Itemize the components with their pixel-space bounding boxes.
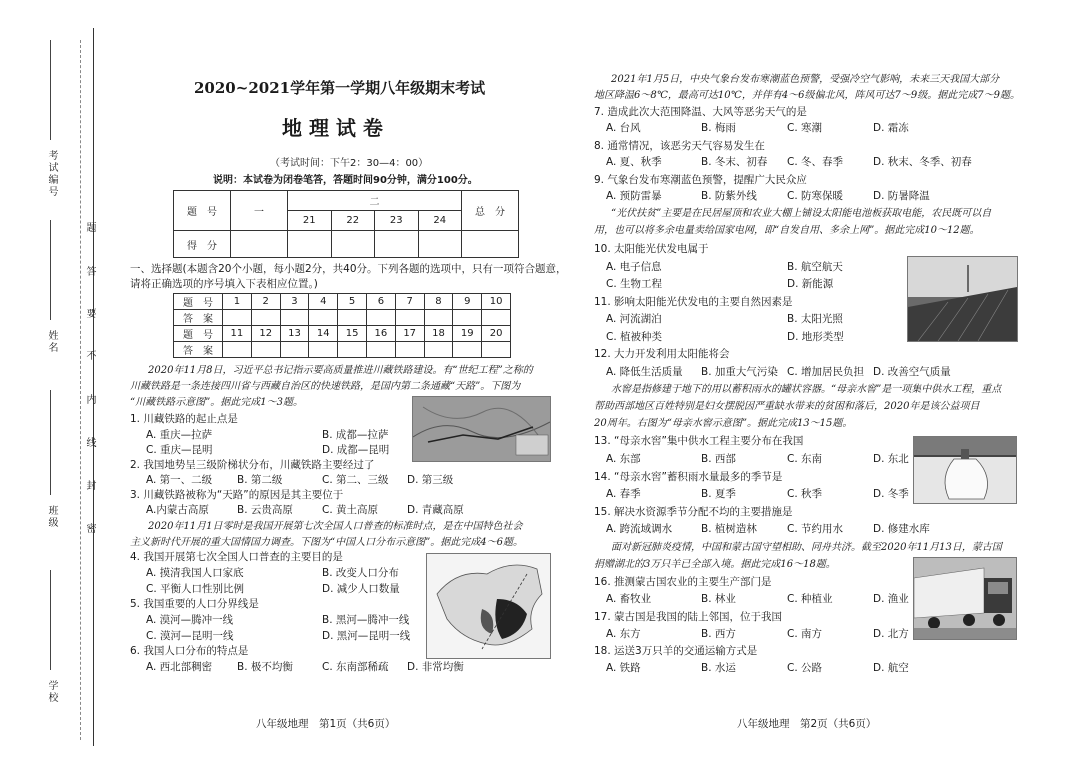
question-8: 8. 通常情况，该恶劣天气容易发生在 [594,140,765,152]
passage-4-line: 用，也可以将多余电量卖给国家电网，即“自发自用、多余上网”。据此完成10～12题。 [594,225,980,236]
q10-option-a[interactable]: A. 电子信息 [606,261,662,273]
sheep-transport-truck-photo [913,557,1017,640]
school-underline [50,570,51,670]
exam-note: 说明：本试卷为闭卷笔答，答题时间90分钟，满分100分。 [213,175,478,186]
answer-table [173,293,511,358]
q17-option-a[interactable]: A. 东方 [606,628,641,640]
exam-time: （考试时间：下午2：30—4：00） [270,158,429,169]
score-header-two: 二 [288,191,462,211]
score-header-total: 总 分 [462,191,519,231]
q12-option-c[interactable]: C. 增加居民负担 [787,366,865,378]
q14-option-d[interactable]: D. 冬季 [873,488,909,500]
seal-char: 密 [84,523,95,533]
q1-option-b[interactable]: B. 成都—拉萨 [322,429,389,441]
q13-option-a[interactable]: A. 东部 [606,453,641,465]
q11-option-b[interactable]: B. 太阳光照 [787,313,843,325]
section1-instructions-l1: 一、选择题(本题含20个小题，每小题2分，共40分。下列各题的选项中，只有一项符合题意， [130,263,567,275]
q2-option-c[interactable]: C. 第二、三级 [322,474,389,486]
answer-cell[interactable] [280,310,309,326]
china-population-map [426,553,551,659]
q7-option-b[interactable]: B. 梅雨 [701,122,736,134]
answer-no: 2 [251,294,280,310]
q4-option-d[interactable]: D. 减少人口数量 [322,583,400,595]
class-label: 班级 [46,505,57,529]
answer-cell[interactable] [482,310,511,326]
passage-6-line: 捐赠湖北的3万只羊已全部入境。据此完成16～18题。 [594,559,836,570]
answer-no: 5 [338,294,367,310]
answer-no: 17 [395,326,424,342]
q16-option-b[interactable]: B. 林业 [701,593,736,605]
q13-option-d[interactable]: D. 东北 [873,453,909,465]
answer-row-label: 答 案 [174,342,223,358]
q4-option-a[interactable]: A. 摸清我国人口家底 [146,567,244,579]
q4-option-c[interactable]: C. 平衡人口性别比例 [146,583,245,595]
seal-char: 线 [84,437,95,447]
q9-option-d[interactable]: D. 防暑降温 [873,190,930,202]
q8-option-b[interactable]: B. 冬末、初春 [701,156,768,168]
water-cellar-graphic [914,437,1016,503]
score-cell[interactable] [288,231,332,258]
q9-option-c[interactable]: C. 防寒保暖 [787,190,844,202]
q7-option-d[interactable]: D. 霜冻 [873,122,909,134]
section1-instructions-l2: 请将正确选项的序号填入下表相应位置。) [130,278,318,290]
answer-no: 3 [280,294,309,310]
score-sub-header: 23 [375,211,419,231]
q2-option-d[interactable]: D. 第三级 [407,474,454,486]
q11-option-a[interactable]: A. 河流湖泊 [606,313,662,325]
q8-option-a[interactable]: A. 夏、秋季 [606,156,662,168]
seal-char: 题 [84,222,95,232]
q15-option-b[interactable]: B. 植树造林 [701,523,757,535]
q12-option-a[interactable]: A. 降低生活质量 [606,366,683,378]
q6-option-b[interactable]: B. 极不均衡 [237,661,293,673]
exam-no-underline [50,40,51,140]
q8-option-c[interactable]: C. 冬、春季 [787,156,844,168]
question-5: 5. 我国重要的人口分界线是 [130,598,259,610]
q16-option-a[interactable]: A. 畜牧业 [606,593,652,605]
q13-option-c[interactable]: C. 东南 [787,453,823,465]
seal-char: 封 [84,480,95,490]
q14-option-b[interactable]: B. 夏季 [701,488,736,500]
q13-option-b[interactable]: B. 西部 [701,453,736,465]
score-cell[interactable] [331,231,375,258]
answer-cell[interactable] [223,342,252,358]
passage-4-line: “光伏扶贫”主要是在民居屋顶和农业大棚上铺设太阳能电池板获取电能，农民既可以自 [611,208,992,219]
question-3: 3. 川藏铁路被称为“天路”的原因是其主要位于 [130,489,344,501]
page-2-footer: 八年级地理 第2页（共6页） [737,718,877,730]
question-12: 12. 大力开发利用太阳能将会 [594,348,730,360]
solar-panels-photo [907,256,1018,342]
q16-option-c[interactable]: C. 种植业 [787,593,833,605]
q3-option-b[interactable]: B. 云贵高原 [237,504,293,516]
score-cell[interactable] [418,231,462,258]
score-header-one: 一 [231,191,288,231]
q2-option-b[interactable]: B. 第二级 [237,474,283,486]
score-table [173,190,519,258]
q14-option-c[interactable]: C. 秋季 [787,488,823,500]
answer-no: 8 [424,294,453,310]
q16-option-d[interactable]: D. 渔业 [873,593,909,605]
score-sub-header: 21 [288,211,332,231]
name-label: 姓名 [46,330,57,354]
q17-option-d[interactable]: D. 北方 [873,628,909,640]
q6-option-c[interactable]: C. 东南部稀疏 [322,661,389,673]
q12-option-d[interactable]: D. 改善空气质量 [873,366,951,378]
answer-row-label: 题 号 [174,326,223,342]
truck-photo-graphic [914,558,1016,639]
question-11: 11. 影响太阳能光伏发电的主要自然因素是 [594,296,793,308]
q7-option-c[interactable]: C. 寒潮 [787,122,823,134]
answer-cell[interactable] [309,342,338,358]
passage-5-line: 水窖是指修建于地下的用以蓄积雨水的罐状容器。“母亲水窖”是一项集中供水工程，重点 [611,384,1002,395]
score-row-label: 得 分 [174,231,231,258]
exam-title: 2020~2021学年第一学期八年级期末考试 [194,79,486,97]
question-10: 10. 太阳能光伏发电属于 [594,243,709,255]
q10-option-b[interactable]: B. 航空航天 [787,261,843,273]
q18-option-a[interactable]: A. 铁路 [606,662,641,674]
question-1: 1. 川藏铁路的起止点是 [130,413,238,425]
class-underline [50,390,51,495]
seal-char: 不 [84,350,95,360]
answer-no: 15 [338,326,367,342]
solar-photo-graphic [908,257,1017,341]
answer-cell[interactable] [309,310,338,326]
q9-option-b[interactable]: B. 防紫外线 [701,190,757,202]
answer-cell[interactable] [338,342,367,358]
exam-no-label: 考试编号 [46,150,57,198]
q1-option-a[interactable]: A. 重庆—拉萨 [146,429,213,441]
q5-option-a[interactable]: A. 漠河—腾冲一线 [146,614,234,626]
q6-option-a[interactable]: A. 西北部稠密 [146,661,213,673]
answer-no: 14 [309,326,338,342]
answer-no: 9 [453,294,482,310]
answer-no: 16 [366,326,395,342]
answer-row-label: 答 案 [174,310,223,326]
q9-option-a[interactable]: A. 预防雷暴 [606,190,662,202]
name-underline [50,220,51,320]
passage-3-line: 2021年1月5日，中央气象台发布寒潮蓝色预警，受强冷空气影响，未来三天我国大部分 [611,74,1000,85]
passage-5-line: 帮助西部地区百姓特别是妇女摆脱因严重缺水带来的贫困和落后，2020年是该公益项目 [594,401,980,412]
answer-no: 19 [453,326,482,342]
passage-5-line: 20周年。右图为“母亲水窖示意图”。据此完成13～15题。 [594,418,853,429]
q15-option-c[interactable]: C. 节约用水 [787,523,844,535]
question-13: 13. “母亲水窖”集中供水工程主要分布在我国 [594,435,804,447]
answer-no: 13 [280,326,309,342]
answer-cell[interactable] [280,342,309,358]
answer-cell[interactable] [223,310,252,326]
q17-option-c[interactable]: C. 南方 [787,628,823,640]
question-15: 15. 解决水资源季节分配不均的主要措施是 [594,506,793,518]
answer-row-label: 题 号 [174,294,223,310]
margin-border-line [93,28,94,746]
answer-cell[interactable] [424,342,453,358]
q17-option-b[interactable]: B. 西方 [701,628,736,640]
question-16: 16. 推测蒙古国农业的主要生产部门是 [594,576,772,588]
answer-cell[interactable] [395,310,424,326]
school-label: 学校 [46,680,57,704]
answer-cell[interactable] [482,342,511,358]
question-14: 14. “母亲水窖”蓄积雨水量最多的季节是 [594,471,783,483]
water-cellar-diagram [913,436,1017,504]
q6-option-d[interactable]: D. 非常均衡 [407,661,464,673]
q14-option-a[interactable]: A. 春季 [606,488,641,500]
passage-1-line: 川藏铁路是一条连接四川省与西藏自治区的快速铁路，是国内第二条通藏“天路”。下图为 [130,381,521,392]
answer-no: 4 [309,294,338,310]
answer-no: 11 [223,326,252,342]
answer-no: 7 [395,294,424,310]
answer-cell[interactable] [424,310,453,326]
answer-no: 20 [482,326,511,342]
answer-cell[interactable] [366,310,395,326]
answer-no: 1 [223,294,252,310]
question-18: 18. 运送3万只羊的交通运输方式是 [594,645,758,657]
q1-option-c[interactable]: C. 重庆—昆明 [146,444,213,456]
score-sub-header: 22 [331,211,375,231]
passage-1-line: “川藏铁路示意图”。据此完成1～3题。 [130,397,303,408]
q10-option-c[interactable]: C. 生物工程 [606,278,663,290]
passage-3-line: 地区降温6～8℃，最高可达10℃，并伴有4～6级偏北风，阵风可达7～9级。据此完成7～9题。 [594,90,1020,101]
answer-no: 6 [366,294,395,310]
seal-char: 内 [84,394,95,404]
answer-no: 12 [251,326,280,342]
q3-option-a[interactable]: A.内蒙古高原 [146,504,209,516]
answer-cell[interactable] [395,342,424,358]
score-cell[interactable] [375,231,419,258]
q18-option-d[interactable]: D. 航空 [873,662,909,674]
question-9: 9. 气象台发布寒潮蓝色预警，提醒广大民众应 [594,174,807,186]
q7-option-a[interactable]: A. 台风 [606,122,641,134]
question-17: 17. 蒙古国是我国的陆上邻国，位于我国 [594,611,783,623]
answer-cell[interactable] [366,342,395,358]
question-4: 4. 我国开展第七次全国人口普查的主要目的是 [130,551,343,563]
population-map-graphic [427,554,550,658]
question-6: 6. 我国人口分布的特点是 [130,645,249,657]
seal-dashed-line [80,40,81,740]
answer-cell[interactable] [338,310,367,326]
passage-2-line: 主义新时代开展的重大国情国力调查。下图为“中国人口分布示意图”。据此完成4～6题。 [130,537,523,548]
answer-cell[interactable] [453,310,482,326]
score-cell[interactable] [231,231,288,258]
railway-map-graphic [413,397,550,461]
score-header-tihao: 题 号 [174,191,231,231]
q11-option-c[interactable]: C. 植被种类 [606,331,663,343]
page-1-footer: 八年级地理 第1页（共6页） [256,718,396,730]
subject-title: 地 理 试 卷 [282,116,383,140]
answer-cell[interactable] [453,342,482,358]
q8-option-d[interactable]: D. 秋末、冬季、初春 [873,156,972,168]
q5-option-b[interactable]: B. 黑河—腾冲一线 [322,614,410,626]
q5-option-c[interactable]: C. 漠河—昆明一线 [146,630,234,642]
q2-option-a[interactable]: A. 第一、二级 [146,474,213,486]
answer-no: 10 [482,294,511,310]
q12-option-b[interactable]: B. 加重大气污染 [701,366,778,378]
score-cell[interactable] [462,231,519,258]
question-2: 2. 我国地势呈三级阶梯状分布，川藏铁路主要经过了 [130,459,375,471]
passage-2-line: 2020年11月1日零时是我国开展第七次全国人口普查的标准时点，是在中国特色社会 [148,521,523,532]
q10-option-d[interactable]: D. 新能源 [787,278,834,290]
q11-option-d[interactable]: D. 地形类型 [787,331,844,343]
seal-char: 要 [84,308,95,318]
q18-option-c[interactable]: C. 公路 [787,662,823,674]
answer-cell[interactable] [251,310,280,326]
answer-no: 18 [424,326,453,342]
q5-option-d[interactable]: D. 黑河—昆明一线 [322,630,411,642]
q15-option-d[interactable]: D. 修建水库 [873,523,930,535]
q18-option-b[interactable]: B. 水运 [701,662,736,674]
sichuan-tibet-railway-map [412,396,551,462]
passage-1-line: 2020年11月8日，习近平总书记指示要高质量推进川藏铁路建设。有“世纪工程”之称的 [148,365,533,376]
q3-option-c[interactable]: C. 黄土高原 [322,504,379,516]
q15-option-a[interactable]: A. 跨流域调水 [606,523,673,535]
passage-6-line: 面对新冠肺炎疫情，中国和蒙古国守望相助、同舟共济。截至2020年11月13日，蒙古国 [611,542,1002,553]
question-7: 7. 造成此次大范围降温、大风等恶劣天气的是 [594,106,807,118]
seal-char: 答 [84,266,95,276]
answer-cell[interactable] [251,342,280,358]
score-sub-header: 24 [418,211,462,231]
q3-option-d[interactable]: D. 青藏高原 [407,504,464,516]
q4-option-b[interactable]: B. 改变人口分布 [322,567,399,579]
q1-option-d[interactable]: D. 成都—昆明 [322,444,390,456]
